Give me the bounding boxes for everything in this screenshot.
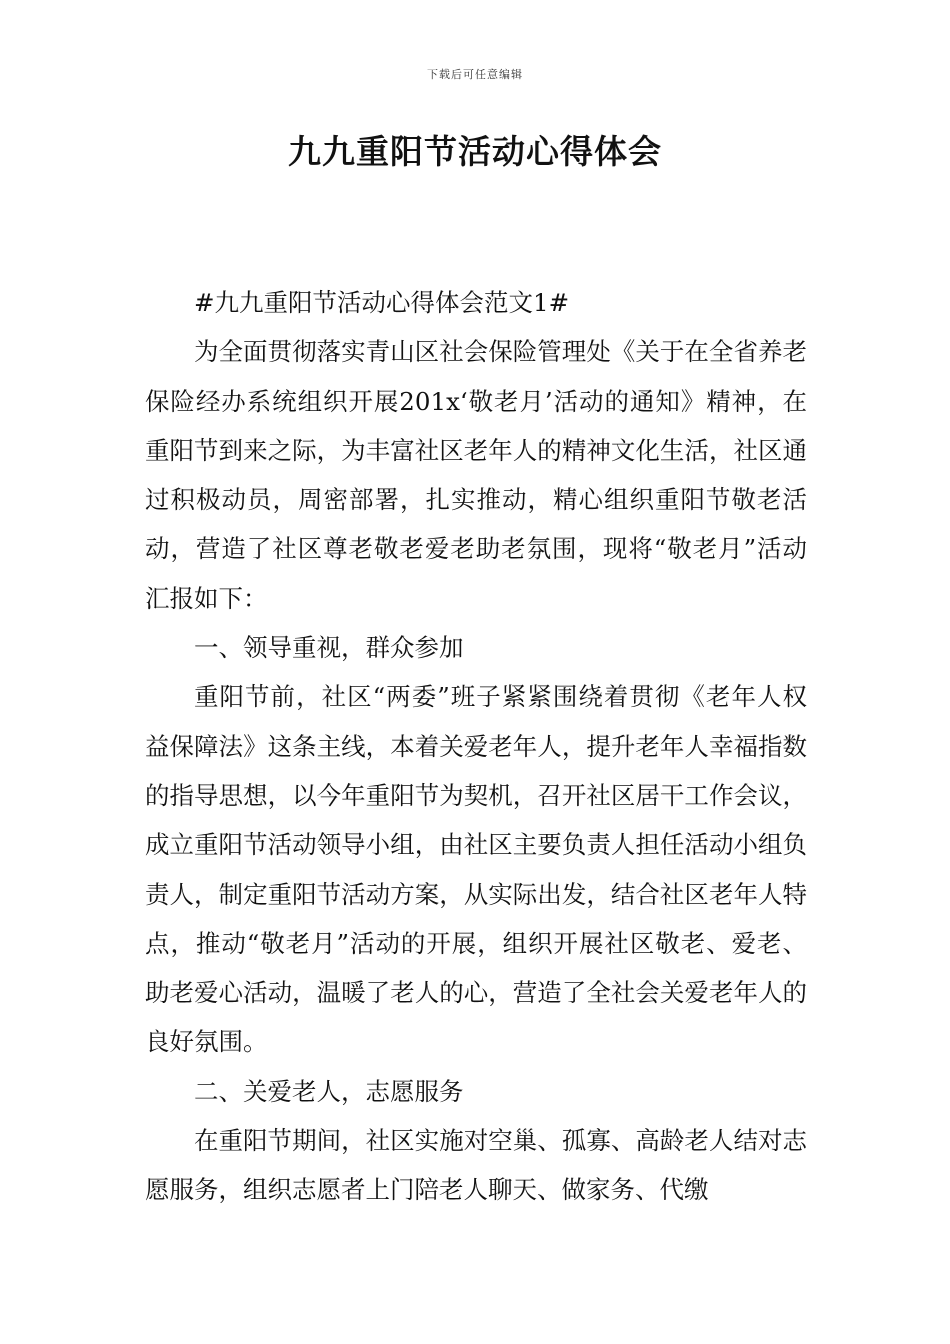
section-heading: #九九重阳节活动心得体会范文1# bbox=[194, 288, 570, 317]
section-heading: 二、关爱老人，志愿服务 bbox=[194, 1076, 464, 1106]
document-body bbox=[145, 278, 807, 1215]
body-paragraph: 为全面贯彻落实青山区社会保险管理处《关于在全省养老保险经办系统组织开展201x‘敬老月’活动的通知》精神，在重阳节到来之际，为丰富社区老年人的精神文化生活，社区通过积极动员，周密部署，扎实推动，精心组织重阳节敬老活动，营造了社区尊老敬老爱老助老氛围，现将“敬老月”活动汇报如下： bbox=[145, 337, 807, 613]
document-title: 九九重阳节活动心得体会 bbox=[288, 132, 662, 171]
body-paragraph: 重阳节前，社区“两委”班子紧紧围绕着贯彻《老年人权益保障法》这条主线，本着关爱老年人，提升老年人幸福指数的指导思想，以今年重阳节为契机，召开社区居干工作会议，成立重阳节活动领导小组，由社区主要负责人担任活动小组负责人，制定重阳节活动方案，从实际出发，结合社区老年人特点，推动“敬老月”活动的开展，组织开展社区敬老、爱老、助老爱心活动，温暖了老人的心，营造了全社会关爱老年人的良好氛围。 bbox=[145, 682, 807, 1057]
section-heading: 一、领导重视，群众参加 bbox=[194, 633, 464, 663]
body-paragraph: 在重阳节期间，社区实施对空巢、孤寡、高龄老人结对志愿服务，组织志愿者上门陪老人聊天、做家务、代缴 bbox=[145, 1126, 807, 1205]
header-note: 下载后可任意编辑 bbox=[427, 68, 523, 81]
